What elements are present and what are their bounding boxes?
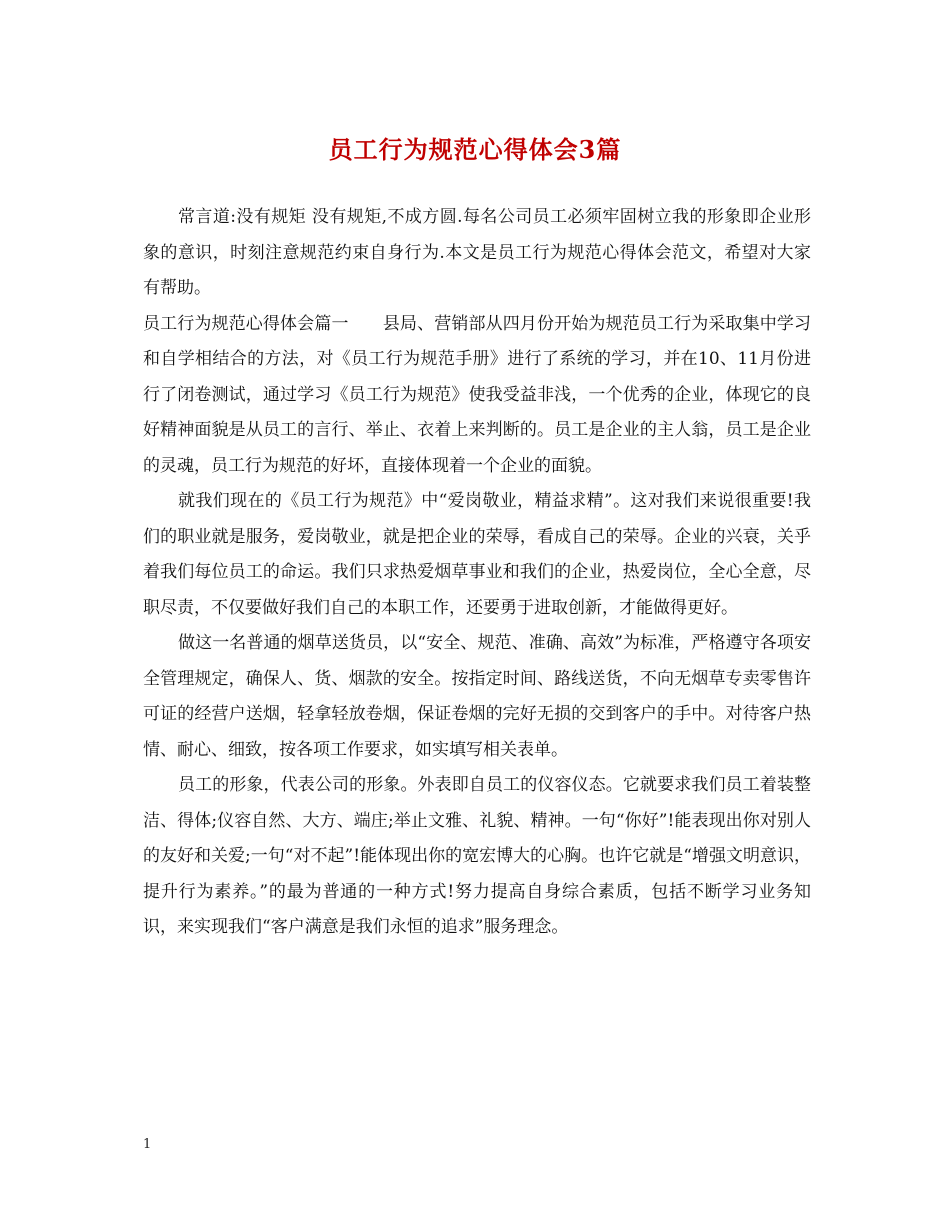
paragraph-dedication: 就我们现在的《员工行为规范》中“爱岗敬业，精益求精”。这对我们来说很重要!我们的职业就是服务，爱岗敬业，就是把企业的荣辱，看成自己的荣辱。企业的兴衰，关乎着我们每位员工的命运。我们只求热爱烟草事业和我们的企业，热爱岗位，全心全意，尽职尽责，不仅要做好我们自己的本职工作，还要勇于进取创新，才能做得更好。	[143, 491, 811, 618]
document-body	[143, 200, 811, 946]
paragraph-section-one: 员工行为规范心得体会篇一 县局、营销部从四月份开始为规范员工行为采取集中学习和自学相结合的方法，对《员工行为规范手册》进行了系统的学习，并在10、11月份进行了闭卷测试，通过学习《员工行为规范》使我受益非浅，一个优秀的企业，体现它的良好精神面貌是从员工的言行、举止、衣着上来判断的。员工是企业的主人翁，员工是企业的灵魂，员工行为规范的好坏，直接体现着一个企业的面貌。	[143, 313, 811, 476]
paragraph-image: 员工的形象，代表公司的形象。外表即自员工的仪容仪态。它就要求我们员工着装整洁、得体;仪容自然、大方、端庄;举止文雅、礼貌、精神。一句“你好”!能表现出你对别人的友好和关爱;一句“对不起”!能体现出你的宽宏博大的心胸。也许它就是“增强文明意识，提升行为素养。”的最为普通的一种方式!努力提高自身综合素质，包括不断学习业务知识，来实现我们“客户满意是我们永恒的追求”服务理念。	[143, 775, 811, 937]
document-title: 员工行为规范心得体会3篇	[328, 135, 622, 164]
page-number: 1	[143, 1137, 152, 1152]
paragraph-delivery: 做这一名普通的烟草送货员，以“安全、规范、准确、高效”为标准，严格遵守各项安全管理规定，确保人、货、烟款的安全。按指定时间、路线送货，不向无烟草专卖零售许可证的经营户送烟，轻拿轻放卷烟，保证卷烟的完好无损的交到客户的手中。对待客户热情、耐心、细致，按各项工作要求，如实填写相关表单。	[143, 633, 811, 760]
paragraph-intro: 常言道:没有规矩 没有规矩,不成方圆.每名公司员工必须牢固树立我的形象即企业形象的意识，时刻注意规范约束自身行为.本文是员工行为规范心得体会范文，希望对大家有帮助。	[143, 207, 811, 298]
